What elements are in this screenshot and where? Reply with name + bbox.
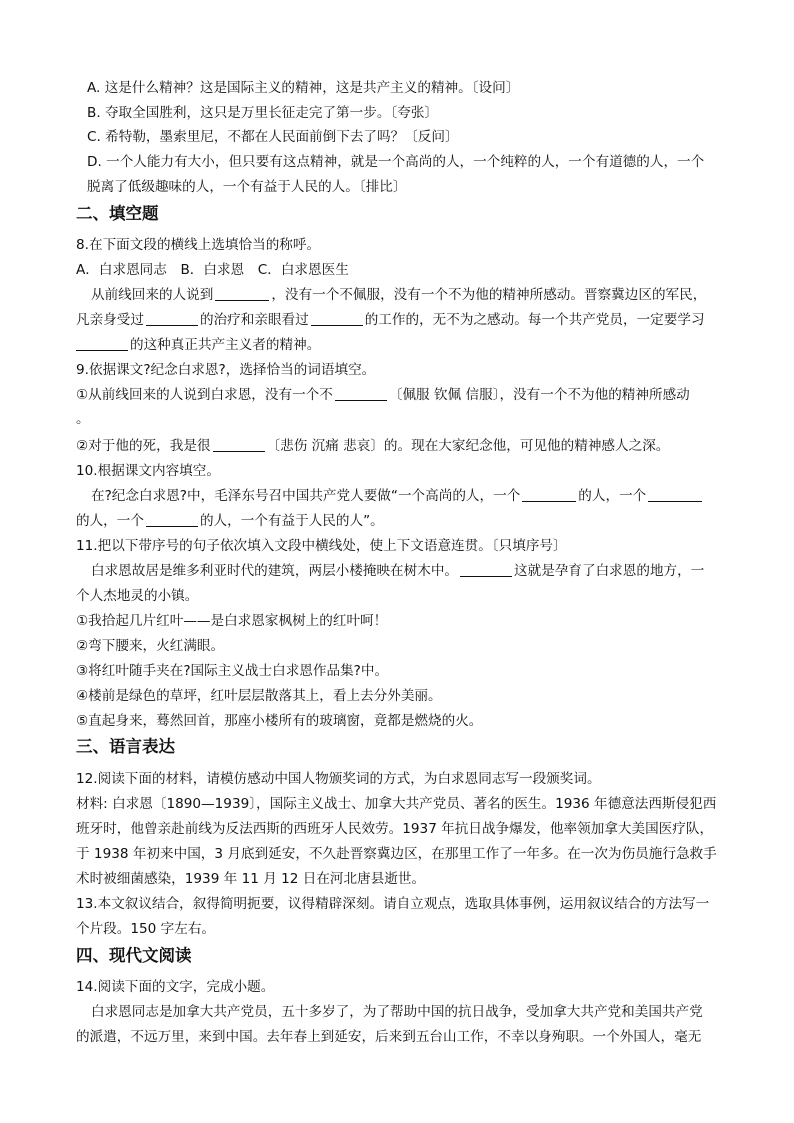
q10-blank-3[interactable] bbox=[146, 511, 198, 527]
choice-option-b: B. 夺取全国胜利，这只是万里长征走完了第一步。〔夸张〕 bbox=[87, 105, 439, 121]
q9-item2 bbox=[76, 434, 726, 458]
q11-text: 白求恩故居是维多利亚时代的建筑，两层小楼掩映在树木中。 bbox=[91, 563, 459, 579]
choice-option-a: A. 这是什么精神？这是国际主义的精神，这是共产主义的精神。〔设问〕 bbox=[87, 80, 520, 96]
q11-item-4: ④楼前是绿色的草坪，红叶层层散落其上，看上去分外美丽。 bbox=[76, 688, 442, 704]
q8-paragraph-line3 bbox=[76, 333, 726, 357]
q8-text: 的治疗和亲眼看过 bbox=[199, 312, 309, 328]
q9-text: 〔悲伤 沉痛 悲哀〕的。现在大家纪念他，可见他的精神感人之深。 bbox=[266, 438, 670, 454]
q9-blank-1[interactable] bbox=[335, 385, 387, 401]
choice-option-d-line1: D. 一个人能力有大小，但只要有这点精神，就是一个高尚的人，一个纯粹的人，一个有道德的人，一个 bbox=[87, 154, 705, 170]
q9-item1-line2: 。 bbox=[76, 411, 90, 427]
q10-text: 的人，一个 bbox=[578, 488, 647, 504]
q10-line2 bbox=[76, 509, 726, 533]
q13-line1: 13.本文叙议结合，叙得简明扼要，议得精辟深刻。请自立观点，选取具体事例，运用叙议结合的方法写一 bbox=[76, 896, 710, 912]
q12-material-line1: 材料: 白求恩〔1890—1939〕，国际主义战士、加拿大共产党员、著名的医生。1936 年德意法西斯侵犯西 bbox=[76, 796, 717, 812]
q8-options: A．白求恩同志 B．白求恩 C．白求恩医生 bbox=[76, 262, 349, 278]
q8-text: 的这种真正共产主义者的精神。 bbox=[130, 337, 321, 353]
q10-stem: 10.根据课文内容填空。 bbox=[76, 463, 220, 479]
q10-text: 在?纪念白求恩?中，毛泽东号召中国共产党人要做“一个高尚的人，一个 bbox=[91, 488, 521, 504]
q10-blank-1[interactable] bbox=[522, 486, 576, 502]
q9-text: ②对于他的死，我是很 bbox=[76, 438, 211, 454]
q11-stem: 11.把以下带序号的句子依次填入文段中横线处，使上下文语意连贯。〔只填序号〕 bbox=[76, 538, 567, 554]
q11-text: 这就是孕育了白求恩的地方，一 bbox=[514, 563, 705, 579]
q8-stem: 8.在下面文段的横线上选填恰当的称呼。 bbox=[76, 237, 321, 253]
q8-blank-4[interactable] bbox=[76, 335, 128, 351]
q9-text: 〔佩服 钦佩 信服〕，没有一个不为他的精神所感动 bbox=[388, 387, 690, 403]
q10-blank-2[interactable] bbox=[648, 486, 702, 502]
q8-text: 凡亲身受过 bbox=[76, 312, 144, 328]
q14-passage-line2: 的派遣，不远万里，来到中国。去年春上到延安，后来到五台山工作，不幸以身殉职。一个外国人，毫无 bbox=[76, 1029, 702, 1045]
q8-text: 从前线回来的人说到 bbox=[91, 287, 214, 303]
q8-blank-3[interactable] bbox=[311, 310, 363, 326]
q12-material-line2: 班牙时，他曾亲赴前线为反法西斯的西班牙人民效劳。1937 年抗日战争爆发，他率领加拿大美国医疗队， bbox=[76, 821, 714, 837]
q14-stem: 14.阅读下面的文字，完成小题。 bbox=[76, 979, 275, 995]
q11-blank[interactable] bbox=[460, 561, 512, 577]
q8-paragraph-line2 bbox=[76, 308, 726, 332]
q9-blank-2[interactable] bbox=[213, 436, 265, 452]
choice-option-d-line2: 脱离了低级趣味的人，一个有益于人民的人。〔排比〕 bbox=[87, 179, 407, 195]
section-heading-language-expression: 三、语言表达 bbox=[76, 737, 175, 756]
section-heading-modern-reading: 四、现代文阅读 bbox=[76, 946, 192, 965]
q12-stem: 12.阅读下面的材料，请模仿感动中国人物颁奖词的方式，为白求恩同志写一段颁奖词。 bbox=[76, 771, 601, 787]
q8-paragraph-line1 bbox=[91, 283, 741, 307]
q13-line2: 个片段。150 字左右。 bbox=[76, 921, 216, 937]
q8-blank-2[interactable] bbox=[146, 310, 198, 326]
q11-item-2: ②弯下腰来，火红满眼。 bbox=[76, 638, 225, 654]
q10-text: 的人，一个有益于人民的人”。 bbox=[199, 513, 384, 529]
q11-paragraph-line2: 个人杰地灵的小镇。 bbox=[76, 588, 199, 604]
q14-passage-line1: 白求恩同志是加拿大共产党员，五十多岁了，为了帮助中国的抗日战争，受加拿大共产党和美国共产党 bbox=[91, 1004, 703, 1020]
choice-option-c: C. 希特勒，墨索里尼，不都在人民面前倒下去了吗？〔反问〕 bbox=[87, 129, 459, 145]
q11-item-1: ①我拾起几片红叶——是白求恩家枫树上的红叶呵！ bbox=[76, 613, 388, 629]
q10-line1 bbox=[91, 484, 741, 508]
q11-paragraph-line1 bbox=[91, 559, 741, 583]
q8-text: 的工作的，无不为之感动。每一个共产党员，一定要学习 bbox=[364, 312, 705, 328]
q12-material-line4: 术时被细菌感染，1939 年 11 月 12 日在河北唐县逝世。 bbox=[76, 871, 426, 887]
q12-material-line3: 于 1938 年初来中国，3 月底到延安，不久赴晋察冀边区，在那里工作了一年多。在一次为伤员施行急救手 bbox=[76, 846, 717, 862]
q9-stem: 9.依据课文?纪念白求恩?，选择恰当的词语填空。 bbox=[76, 362, 376, 378]
q9-item1-line1 bbox=[76, 383, 726, 407]
q9-text: ①从前线回来的人说到白求恩，没有一个不 bbox=[76, 387, 333, 403]
q8-blank-1[interactable] bbox=[215, 285, 269, 301]
q8-text: ，没有一个不佩服，没有一个不为他的精神所感动。晋察冀边区的军民， bbox=[271, 287, 707, 303]
q11-item-3: ③将红叶随手夹在?国际主义战士白求恩作品集?中。 bbox=[76, 663, 389, 679]
q11-item-5: ⑤直起身来，蓦然回首，那座小楼所有的玻璃窗，竟都是燃烧的火。 bbox=[76, 713, 483, 729]
section-heading-fill-in: 二、填空题 bbox=[76, 204, 159, 223]
q10-text: 的人，一个 bbox=[76, 513, 144, 529]
